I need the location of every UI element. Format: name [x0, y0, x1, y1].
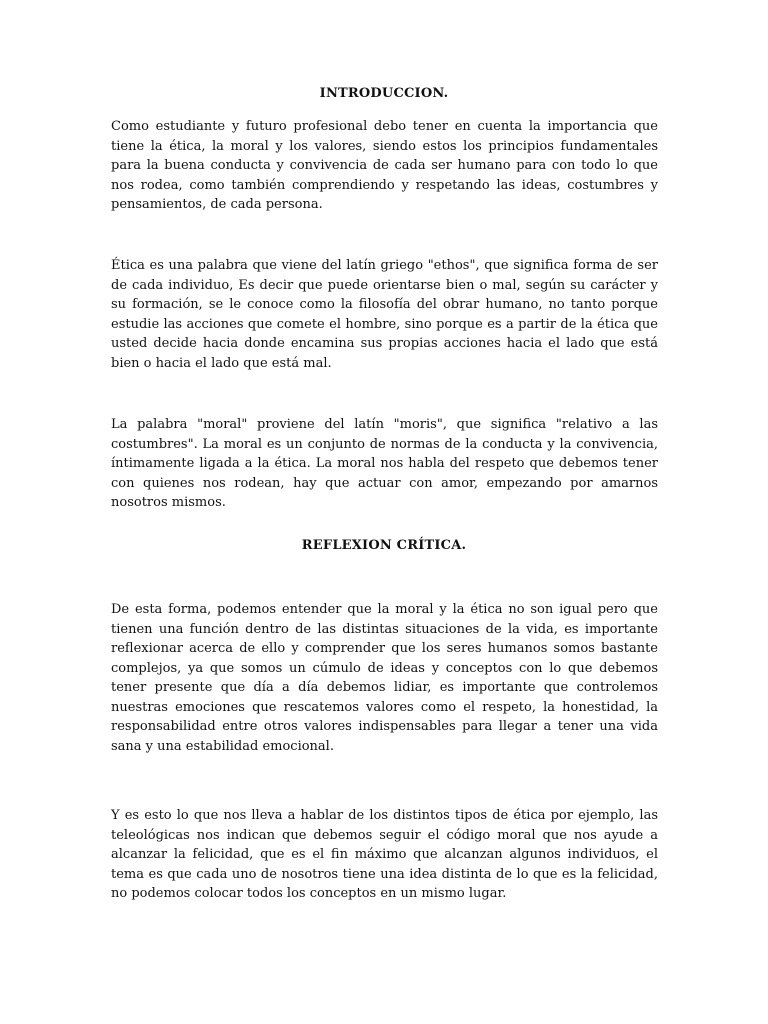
paragraph-moral-definicion: La palabra "moral" proviene del latín "moris", que significa "relativo a las costumbres". La moral es un conjunto de normas de la conducta y la convivencia, íntimamente ligada a la ética. La moral nos habla del respeto que debemos tener con quienes nos rodean, hay que actuar con amor, empezando por amarnos nosotros mismos.: [111, 417, 658, 510]
paragraph-reflexion-moral-etica: De esta forma, podemos entender que la moral y la ética no son igual pero que tienen una función dentro de las distintas situaciones de la vida, es importante reflexionar acerca de ello y comprender que los seres humanos somos bastante complejos, ya que somos un cúmulo de ideas y conceptos con lo que debemos tener presente que día a día debemos lidiar, es importante que controlemos nuestras emociones que rescatemos valores como el respeto, la honestidad, la responsabilidad entre otros valores indispensables para llegar a tener una vida sana y una estabilidad emocional.: [111, 602, 658, 754]
paragraph-tipos-de-etica: Y es esto lo que nos lleva a hablar de los distintos tipos de ética por ejemplo, las teleológicas nos indican que debemos seguir el código moral que nos ayude a alcanzar la felicidad, que es el fin máximo que alcanzan algunos individuos, el tema es que cada uno de nosotros tiene una idea distinta de lo que es la felicidad, no podemos colocar todos los conceptos en un mismo lugar.: [111, 808, 658, 901]
paragraph-etica-definicion: Ética es una palabra que viene del latín griego "ethos", que significa forma de ser de cada individuo, Es decir que puede orientarse bien o mal, según su carácter y su formación, se le conoce como la filosofía del obrar humano, no tanto porque estudie las acciones que comete el hombre, sino porque es a partir de la ética que usted decide hacia donde encamina sus propias acciones hacia el lado que está bien o hacia el lado que está mal.: [111, 258, 658, 371]
paragraph-intro-estudiante: Como estudiante y futuro profesional debo tener en cuenta la importancia que tiene la ética, la moral y los valores, siendo estos los principios fundamentales para la buena conducta y convivencia de cada ser humano para con todo lo que nos rodea, como también comprendiendo y respetando las ideas, costumbres y pensamientos, de cada persona.: [111, 119, 658, 212]
heading-reflexion-critica: REFLEXION CRÍTICA.: [301, 538, 467, 553]
heading-introduccion: INTRODUCCION.: [319, 86, 449, 101]
